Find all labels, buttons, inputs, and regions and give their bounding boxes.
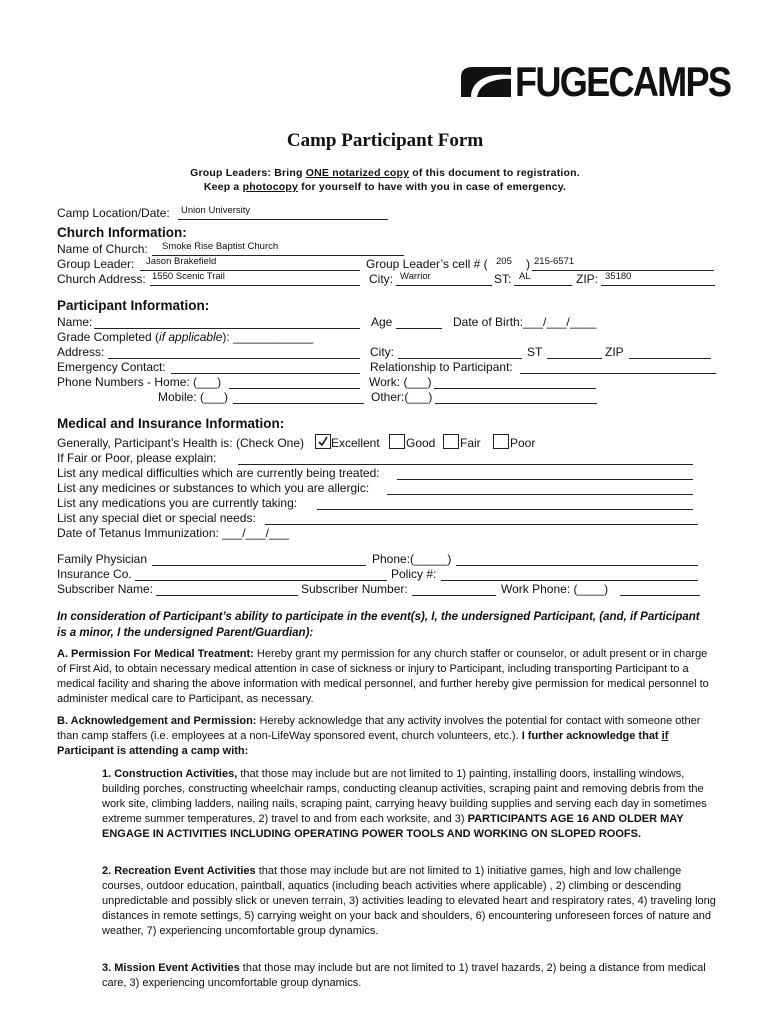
church-city-label: City: [369, 272, 393, 286]
church-address-value: 1550 Scenic Trail [152, 271, 225, 282]
participant-city-label: City: [370, 345, 394, 359]
health-good-checkbox[interactable] [389, 434, 405, 449]
participant-name-field[interactable] [94, 316, 360, 329]
participant-name-label: Name: [57, 315, 93, 329]
physician-field[interactable] [152, 553, 366, 566]
church-info-heading: Church Information: [57, 225, 187, 240]
participant-st-field[interactable] [547, 346, 602, 359]
work-phone-label: Work: (___) [369, 375, 432, 389]
recreation-activities-paragraph: 2. Recreation Event Activities that those may include but are not limited to 1) initiative games, high and low challenge courses, outdoor education, paintball, aquatics (including beach activities where applicable) , 2) climbing or descending unpredictable and possibly slick or uneven terrain, 3) activities leading to elevated heart and respiratory rates, 4) traveling long distances in remote settings, 5) carrying weight on your back and shoulders, 6) encountering unforeseen forces of nature and weather, 7) experiencing uncomfortable group dynamics. [102, 865, 716, 937]
church-address-label: Church Address: [57, 272, 146, 286]
health-excellent-label: Excellent [331, 436, 380, 450]
church-st-value: AL [519, 271, 531, 282]
subscriber-number-label: Subscriber Number: [301, 582, 408, 596]
health-fair-label: Fair [460, 436, 481, 450]
health-poor-label: Poor [510, 436, 536, 450]
work-phone-field[interactable] [434, 376, 596, 389]
physician-label: Family Physician [57, 552, 148, 566]
home-phone-field[interactable] [229, 376, 360, 389]
section-b-paragraph: B. Acknowledgement and Permission: Hereby acknowledge that any activity involves the potential for contact with someone other than camp staffers (i.e. employees at a non-LifeWay sponsored event, church volunteers, etc.). I further acknowledge that if Participant is attending a camp with: [57, 715, 701, 757]
subscriber-name-field[interactable] [156, 583, 298, 596]
leader-cell-paren: ) [526, 257, 530, 271]
church-zip-value: 35180 [605, 271, 632, 282]
other-phone-label: Other:(___) [371, 390, 433, 404]
leader-cell-area[interactable]: 205 [496, 256, 512, 267]
diet-field[interactable] [265, 512, 698, 525]
participant-zip-field[interactable] [629, 346, 711, 359]
health-good-label: Good [406, 436, 436, 450]
church-name-value: Smoke Rise Baptist Church [162, 241, 279, 252]
home-phone-label: Phone Numbers - Home: (___) [57, 375, 222, 389]
church-name-label: Name of Church: [57, 242, 148, 256]
church-city-value: Warrior [400, 271, 431, 282]
medications-field[interactable] [317, 497, 693, 510]
insurance-label: Insurance Co. [57, 567, 132, 581]
section-a-paragraph: A. Permission For Medical Treatment: Hereby grant my permission for any church staffer or counselor, or adult present or in charge of First Aid, to obtain necessary medical attention in case of sickness or injury to Participant, including transporting Participant to a medical facility and sharing the above information with medical personnel, and further hereby give permission for medical personnel to administer medical care to Participant, as necessary. [57, 648, 709, 705]
diet-label: List any special diet or special needs: [57, 511, 256, 525]
emergency-contact-field[interactable] [171, 361, 360, 374]
policy-label: Policy #: [391, 567, 437, 581]
leader-cell-value: 215-6571 [534, 256, 575, 267]
physician-phone-label: Phone:(_____) [372, 552, 452, 566]
fugecamps-logo [459, 60, 765, 104]
fugecamps-logo-mark-icon [459, 65, 513, 99]
fair-poor-field[interactable] [238, 452, 693, 465]
emergency-contact-label: Emergency Contact: [57, 360, 166, 374]
fair-poor-label: If Fair or Poor, please explain: [57, 451, 217, 465]
fugecamps-logo-text: FUGECAMPS [515, 58, 731, 105]
participant-info-heading: Participant Information: [57, 298, 210, 313]
camp-location-value: Union University [181, 205, 251, 216]
instruction-line-2: Keep a photocopy for yourself to have with you in case of emergency. [203, 181, 567, 193]
work-phone-label-2: Work Phone: (____) [501, 582, 609, 596]
checkmark-icon [316, 435, 330, 448]
participant-dob-field[interactable]: Date of Birth:___/___/____ [453, 315, 597, 329]
consent-intro: In consideration of Participant’s ability to participate in the event(s), I, the undersigned Participant, (and, if Participant is a minor, I the undersigned Parent/Guardian): [57, 611, 700, 639]
participant-st-label: ST [527, 345, 543, 359]
participant-zip-label: ZIP [605, 345, 624, 359]
instruction-line-1: Group Leaders: Bring ONE notarized copy of this document to registration. [190, 167, 580, 179]
allergic-field[interactable] [387, 482, 693, 495]
tetanus-field[interactable]: Date of Tetanus Immunization: ___/___/___ [57, 526, 289, 540]
group-leader-label: Group Leader: [57, 257, 135, 271]
participant-city-field[interactable] [398, 346, 522, 359]
construction-activities-paragraph: 1. Construction Activities, that those may include but are not limited to 1) painting, installing doors, installing windows, building porches, constructing wheelchair ramps, conducting cleanup activities, scraping paint and removing debris from the work site, climbing ladders, nailing nails, scraping paint, carrying heavy building supplies and serving each day in sometimes extreme summer temperatures, 2) travel to and from each worksite, and 3) PARTICIPANTS AGE 16 AND OLDER MAY ENGAGE IN ACTIVITIES INCLUDING OPERATING POWER TOOLS AND WORKING ON SLOPED ROOFS. [102, 768, 707, 840]
participant-address-label: Address: [57, 345, 105, 359]
participant-address-field[interactable] [108, 346, 360, 359]
leader-cell-label: Group Leader’s cell # ( [366, 257, 488, 271]
health-fair-checkbox[interactable] [443, 434, 459, 449]
health-poor-checkbox[interactable] [493, 434, 509, 449]
subscriber-name-label: Subscriber Name: [57, 582, 154, 596]
relationship-label: Relationship to Participant: [370, 360, 513, 374]
camp-location-label: Camp Location/Date: [57, 206, 170, 220]
medications-label: List any medications you are currently taking: [57, 496, 298, 510]
page-title: Camp Participant Form [286, 130, 484, 151]
church-zip-label: ZIP: [576, 272, 599, 286]
medical-info-heading: Medical and Insurance Information: [57, 416, 285, 431]
mobile-phone-field[interactable] [233, 391, 364, 404]
allergic-label: List any medicines or substances to which you are allergic: [57, 481, 370, 495]
subscriber-number-field[interactable] [412, 583, 496, 596]
church-st-label: ST: [494, 272, 512, 286]
health-excellent-checkbox[interactable] [315, 434, 331, 449]
grade-completed-field[interactable]: Grade Completed (if applicable): ____________ [57, 330, 314, 344]
participant-age-field[interactable] [396, 316, 442, 329]
health-label: Generally, Participant’s Health is: (Check One) [57, 436, 304, 450]
difficulties-field[interactable] [397, 467, 693, 480]
subscriber-work-phone-field[interactable] [620, 583, 700, 596]
relationship-field[interactable] [520, 361, 716, 374]
participant-age-label: Age [371, 315, 393, 329]
difficulties-label: List any medical difficulties which are currently being treated: [57, 466, 380, 480]
group-leader-value: Jason Brakefield [146, 256, 217, 267]
insurance-field[interactable] [135, 568, 387, 581]
physician-phone-field[interactable] [456, 553, 698, 566]
policy-field[interactable] [441, 568, 698, 581]
mobile-phone-label: Mobile: (___) [158, 390, 229, 404]
other-phone-field[interactable] [435, 391, 597, 404]
mission-activities-paragraph: 3. Mission Event Activities that those may include but are not limited to 1) travel hazards, 2) being a distance from medical care, 3) experiencing uncomfortable group dynamics. [102, 962, 706, 989]
